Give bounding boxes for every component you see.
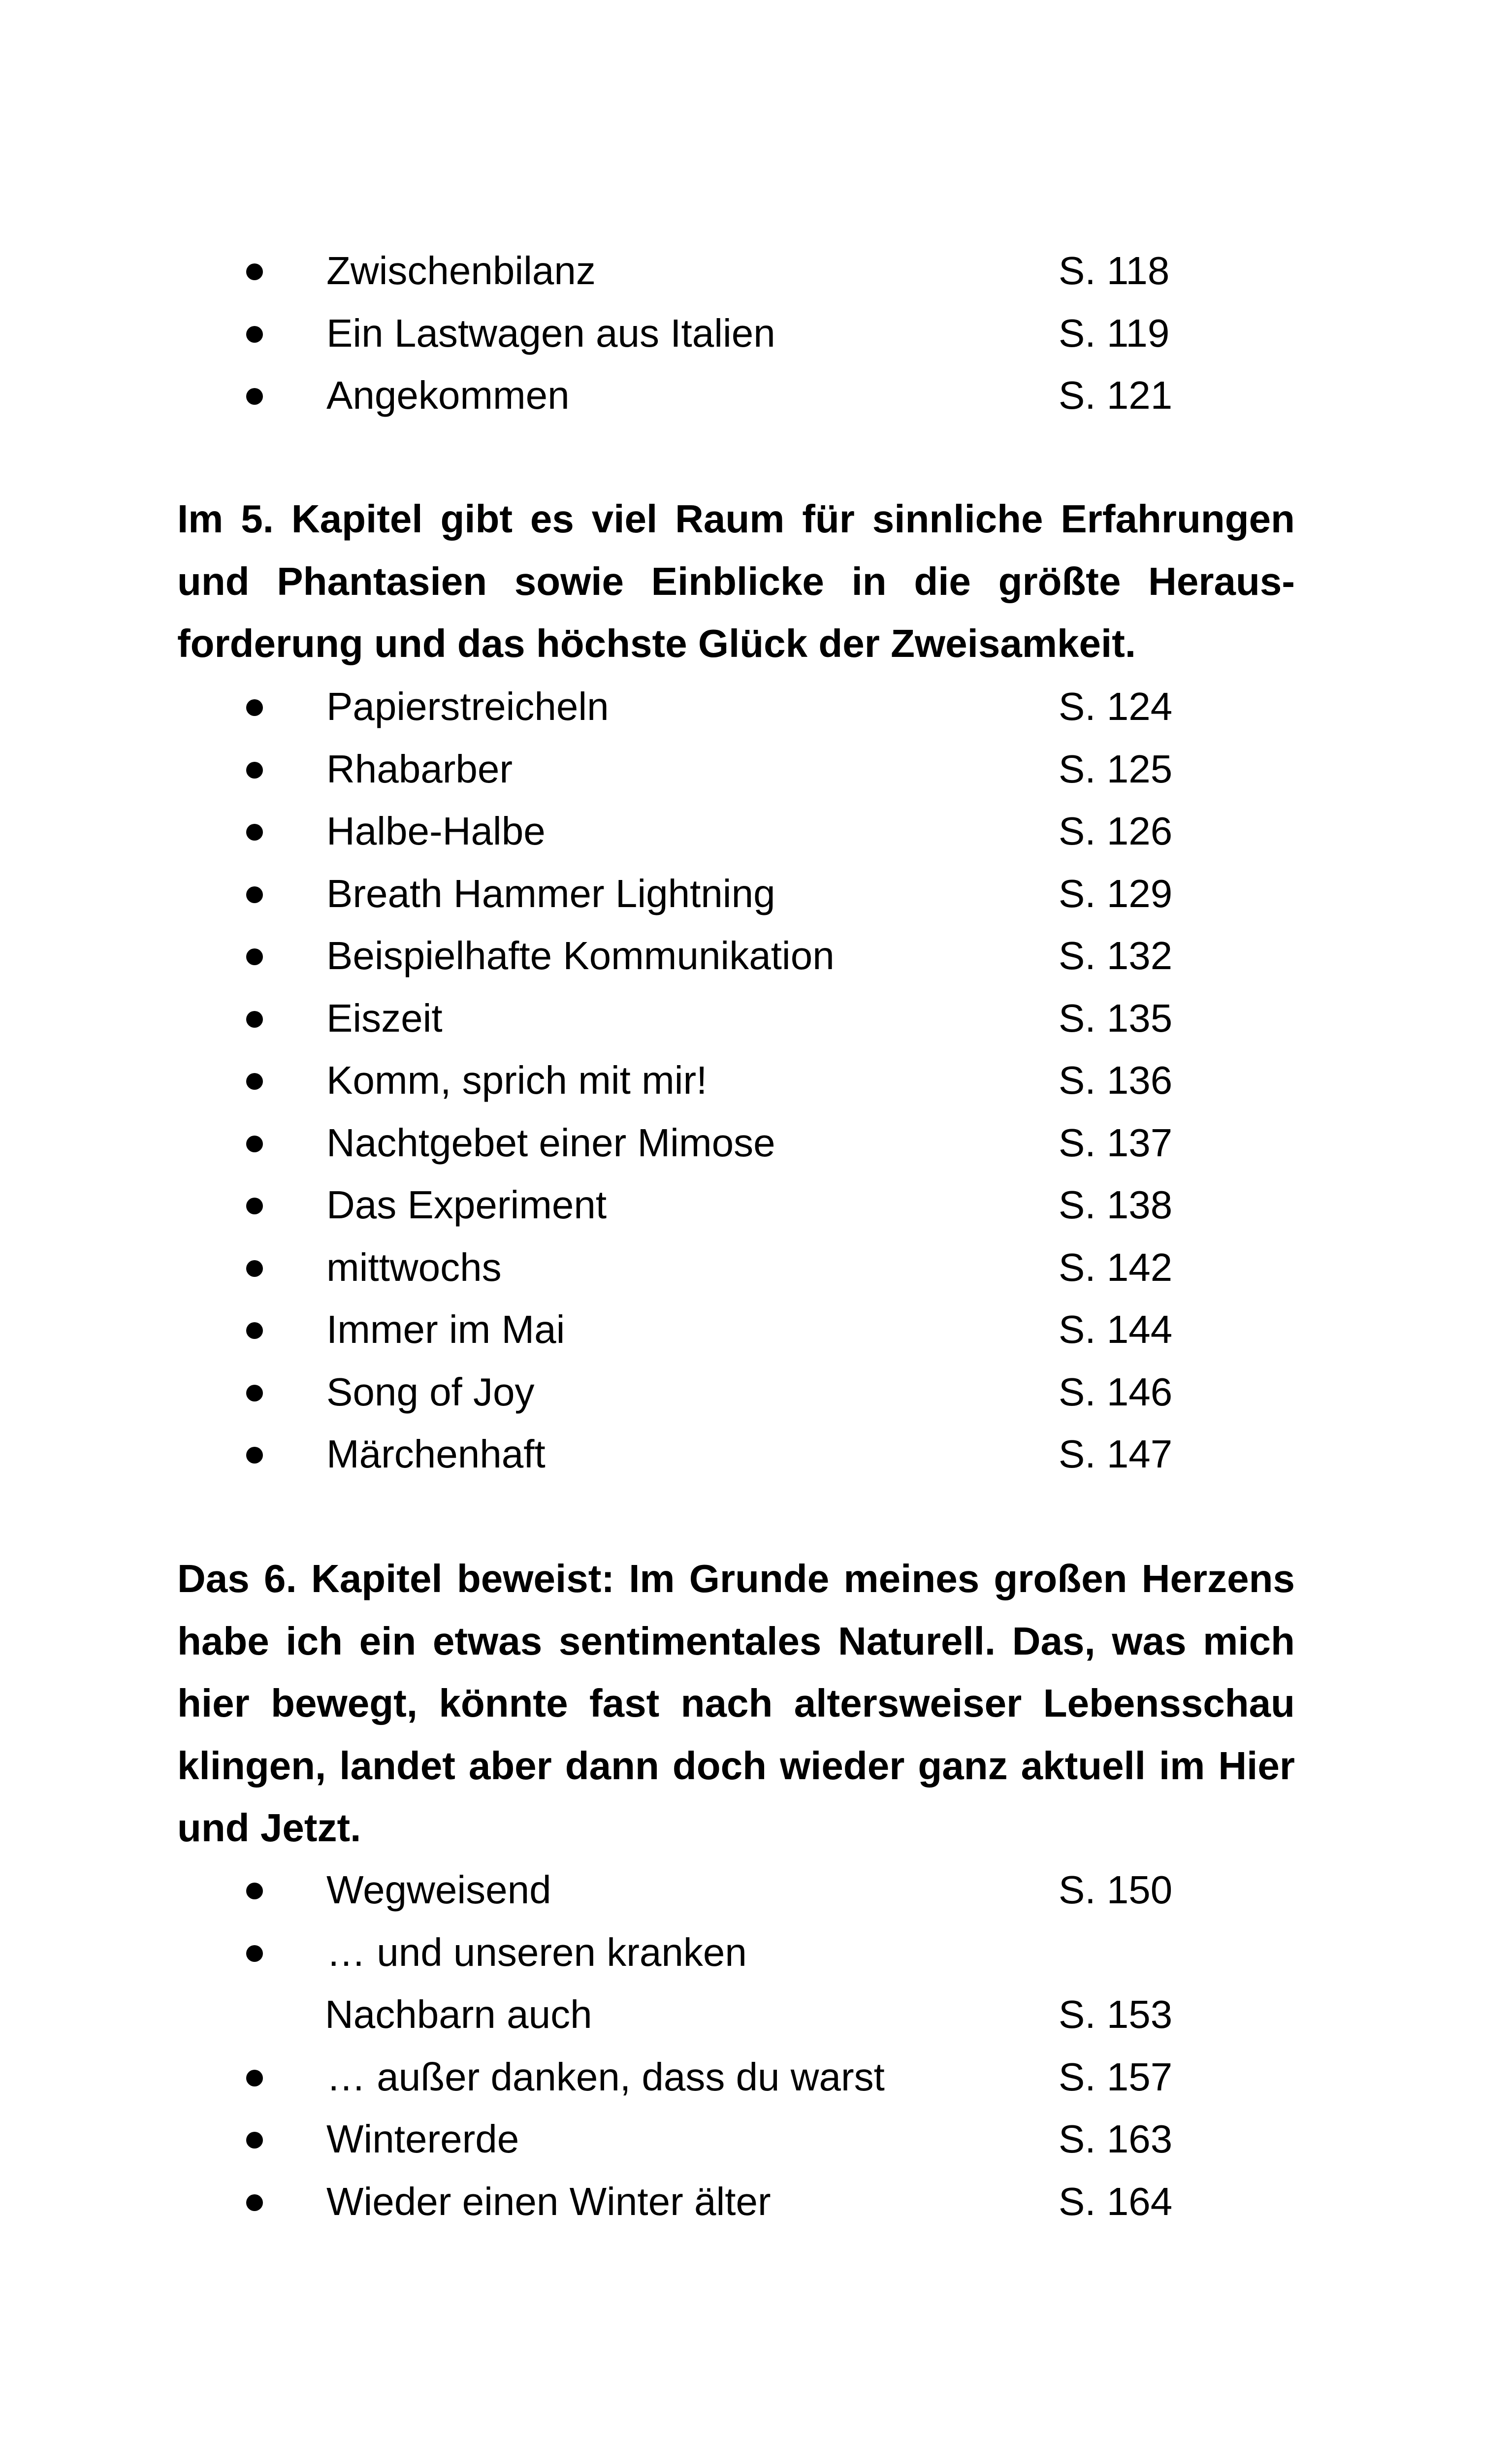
bullet-icon — [246, 1385, 263, 1401]
toc-entry — [0, 1361, 1512, 1424]
bullet-icon — [246, 1322, 263, 1339]
toc-entry-title: Eiszeit — [326, 996, 443, 1040]
toc-entry — [0, 364, 1512, 427]
toc-entry-page: S. 132 — [1059, 934, 1173, 977]
toc-entry — [0, 1237, 1512, 1299]
toc-list-chapter5 — [0, 676, 1512, 1486]
toc-entry-title: Breath Hammer Lightning — [326, 871, 775, 915]
toc-entry-page: S. 125 — [1059, 747, 1173, 791]
toc-entry — [0, 1922, 1512, 2046]
toc-entry-page: S. 164 — [1059, 2179, 1173, 2223]
toc-entry-page: S. 121 — [1059, 373, 1173, 417]
toc-entry-title: Immer im Mai — [326, 1307, 565, 1351]
toc-entry — [0, 2046, 1512, 2109]
toc-entry-title: … außer danken, dass du warst — [326, 2054, 885, 2099]
toc-entry-title: Wintererde — [326, 2117, 519, 2161]
toc-entry — [0, 240, 1512, 302]
toc-entry-page: S. 136 — [1059, 1058, 1173, 1102]
toc-entry — [0, 2108, 1512, 2171]
bullet-icon — [246, 1136, 263, 1152]
toc-entry-title: Nachtgebet einer Mimose — [326, 1120, 775, 1165]
toc-entry-page: S. 129 — [1059, 871, 1173, 915]
toc-list-chapter6 — [0, 1859, 1512, 2233]
toc-entry-title: … und unseren kranken — [326, 1930, 747, 1974]
toc-entry-title-continuation: Nachbarn auch — [325, 1992, 592, 2036]
chapter5-intro: Im 5. Kapitel gibt es viel Raum für sinnliche Erfahrungen und Phantasien sowie Einblicke in die größte Herausforderung und das höchste Glück der Zweisamkeit. — [177, 497, 1295, 665]
toc-entry-title: Zwischenbilanz — [326, 249, 596, 293]
toc-entry — [0, 1174, 1512, 1237]
toc-entry-title: Wegweisend — [326, 1868, 551, 1912]
toc-entry-page: S. 135 — [1059, 996, 1173, 1040]
bullet-icon — [246, 948, 263, 965]
toc-list-top — [0, 240, 1512, 427]
toc-entry-title: Ein Lastwagen aus Italien — [326, 311, 775, 355]
toc-entry-title: Komm, sprich mit mir! — [326, 1058, 708, 1102]
chapter6-intro: Das 6. Kapitel beweist: Im Grunde meines großen Herzens habe ich ein etwas sentimentales Naturell. Das, was mich hier bewegt, könnte fast nach altersweiser Lebensschau klingen, landet aber dann doch wieder ganz aktuell im Hier und Jetzt. — [177, 1557, 1295, 1850]
bullet-icon — [246, 762, 263, 779]
toc-entry — [0, 1859, 1512, 1922]
bullet-icon — [246, 2070, 263, 2086]
toc-entry-page: S. 144 — [1059, 1307, 1173, 1351]
toc-entry-page: S. 153 — [1059, 1992, 1173, 2036]
toc-entry-title: Das Experiment — [326, 1183, 607, 1227]
toc-entry — [0, 1423, 1512, 1486]
toc-entry-title: Wieder einen Winter älter — [326, 2179, 771, 2223]
toc-entry — [0, 987, 1512, 1050]
bullet-icon — [246, 1260, 263, 1277]
toc-entry — [0, 925, 1512, 987]
toc-entry-page: S. 142 — [1059, 1245, 1173, 1289]
toc-entry-page: S. 138 — [1059, 1183, 1173, 1227]
bullet-icon — [246, 263, 263, 280]
toc-entry — [0, 302, 1512, 365]
toc-entry-page: S. 163 — [1059, 2117, 1173, 2161]
toc-entry-page: S. 126 — [1059, 809, 1173, 853]
bullet-icon — [246, 1198, 263, 1214]
bullet-icon — [246, 1011, 263, 1028]
toc-entry — [0, 863, 1512, 925]
toc-entry — [0, 1112, 1512, 1174]
bullet-icon — [246, 388, 263, 405]
bullet-icon — [246, 326, 263, 343]
toc-entry-page: S. 137 — [1059, 1120, 1173, 1165]
bullet-icon — [246, 1945, 263, 1962]
bullet-icon — [246, 1073, 263, 1090]
toc-entry — [0, 800, 1512, 863]
toc-entry-title: Song of Joy — [326, 1369, 535, 1414]
toc-entry-page: S. 146 — [1059, 1369, 1173, 1414]
bullet-icon — [246, 1883, 263, 1899]
toc-entry-title: Papierstreicheln — [326, 684, 609, 728]
toc-entry-title: Halbe-Halbe — [326, 809, 546, 853]
bullet-icon — [246, 886, 263, 903]
toc-entry — [0, 2171, 1512, 2233]
bullet-icon — [246, 824, 263, 841]
bullet-icon — [246, 2194, 263, 2211]
toc-entry — [0, 738, 1512, 801]
toc-entry-page: S. 124 — [1059, 684, 1173, 728]
toc-entry — [0, 1049, 1512, 1112]
toc-entry-page: S. 118 — [1059, 249, 1170, 293]
toc-entry-title: mittwochs — [326, 1245, 502, 1289]
toc-entry-page: S. 150 — [1059, 1868, 1173, 1912]
bullet-icon — [246, 2132, 263, 2149]
toc-entry-title: Märchenhaft — [326, 1432, 546, 1476]
toc-entry-title: Angekommen — [326, 373, 570, 417]
toc-entry — [0, 676, 1512, 738]
toc-entry-title: Beispielhafte Kommunikation — [326, 934, 835, 977]
bullet-icon — [246, 699, 263, 716]
toc-entry-page: S. 119 — [1059, 311, 1170, 355]
toc-entry-page: S. 157 — [1059, 2054, 1173, 2099]
toc-entry-title: Rhabarber — [326, 747, 513, 791]
toc-entry-page: S. 147 — [1059, 1432, 1173, 1476]
bullet-icon — [246, 1447, 263, 1464]
toc-entry — [0, 1299, 1512, 1361]
